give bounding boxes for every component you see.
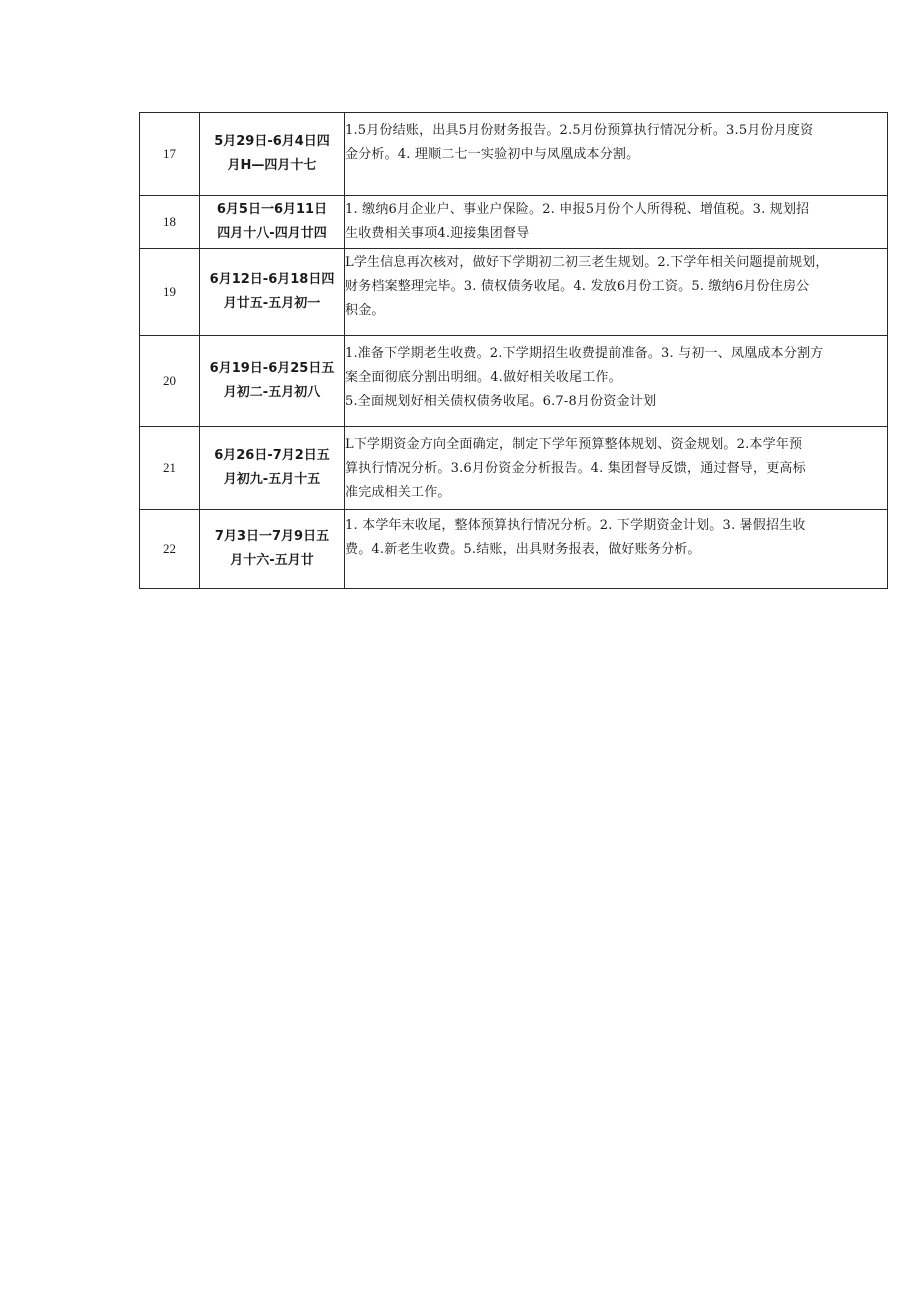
table-row <box>140 510 888 589</box>
date-line: 四月十八-四月廿四 <box>217 226 327 241</box>
table-row <box>140 113 888 196</box>
week-number: 20 <box>140 336 200 427</box>
task-line: 1. 缴纳6月企业户、事业户保险。2. 申报5月份个人所得税、增值税。3. 规划招 <box>345 202 810 217</box>
date-range <box>200 427 345 510</box>
date-line: 月初九-五月十五 <box>223 472 321 487</box>
task-line: 1.5月份结账，出具5月份财务报告。2.5月份预算执行情况分析。3.5月份月度资 <box>345 123 814 138</box>
date-range <box>200 336 345 427</box>
week-number: 21 <box>140 427 200 510</box>
week-number: 22 <box>140 510 200 589</box>
task-description <box>345 427 888 510</box>
task-line: 生收费相关事项4.迎接集团督导 <box>345 226 530 241</box>
date-line: 月十六-五月廿 <box>230 553 314 568</box>
task-line: 1.准备下学期老生收费。2.下学期招生收费提前准备。3. 与初一、凤凰成本分割方 <box>345 346 824 361</box>
date-line: 月廿五-五月初一 <box>223 296 321 311</box>
task-line: 积金。 <box>345 303 385 318</box>
table-row <box>140 196 888 249</box>
week-number: 18 <box>140 196 200 249</box>
task-line: 1. 本学年末收尾，整体预算执行情况分析。2. 下学期资金计划。3. 暑假招生收 <box>345 518 806 533</box>
task-line: 财务档案整理完毕。3. 债权债务收尾。4. 发放6月份工资。5. 缴纳6月份住房公 <box>345 279 810 294</box>
date-line: 月H—四月十七 <box>227 158 317 173</box>
task-line: L下学期资金方向全面确定，制定下学年预算整体规划、资金规划。2.本学年预 <box>345 437 803 452</box>
date-line: 6月5日一6月11日 <box>216 202 328 217</box>
date-line: 月初二-五月初八 <box>223 385 321 400</box>
date-line: 7月3日一7月9日五 <box>214 529 330 544</box>
task-line: 费。4.新老生收费。5.结账，出具财务报表，做好账务分析。 <box>345 542 701 557</box>
date-range <box>200 510 345 589</box>
table-row <box>140 249 888 336</box>
task-description <box>345 336 888 427</box>
task-description <box>345 249 888 336</box>
task-line: 准完成相关工作。 <box>345 485 451 500</box>
task-line: 5.全面规划好相关债权债务收尾。6.7-8月份资金计划 <box>345 394 657 409</box>
task-line: 金分析。4. 理顺二七一实验初中与凤凰成本分割。 <box>345 147 640 162</box>
weekly-plan-table <box>139 112 888 589</box>
date-range <box>200 249 345 336</box>
table-row <box>140 336 888 427</box>
table-row <box>140 427 888 510</box>
task-description <box>345 510 888 589</box>
week-number: 17 <box>140 113 200 196</box>
date-line: 5月29日-6月4日四 <box>214 134 330 149</box>
task-line: 案全面彻底分割出明细。4.做好相关收尾工作。 <box>345 370 622 385</box>
date-line: 6月26日-7月2日五 <box>214 448 330 463</box>
date-line: 6月19日-6月25日五 <box>209 361 335 376</box>
task-description <box>345 196 888 249</box>
task-description <box>345 113 888 196</box>
week-number: 19 <box>140 249 200 336</box>
task-line: 算执行情况分析。3.6月份资金分析报告。4. 集团督导反馈，通过督导，更高标 <box>345 461 806 476</box>
date-line: 6月12日-6月18日四 <box>209 272 335 287</box>
date-range <box>200 196 345 249</box>
date-range <box>200 113 345 196</box>
task-line: L学生信息再次核对，做好下学期初二初三老生规划。2.下学年相关问题提前规划， <box>345 255 829 270</box>
